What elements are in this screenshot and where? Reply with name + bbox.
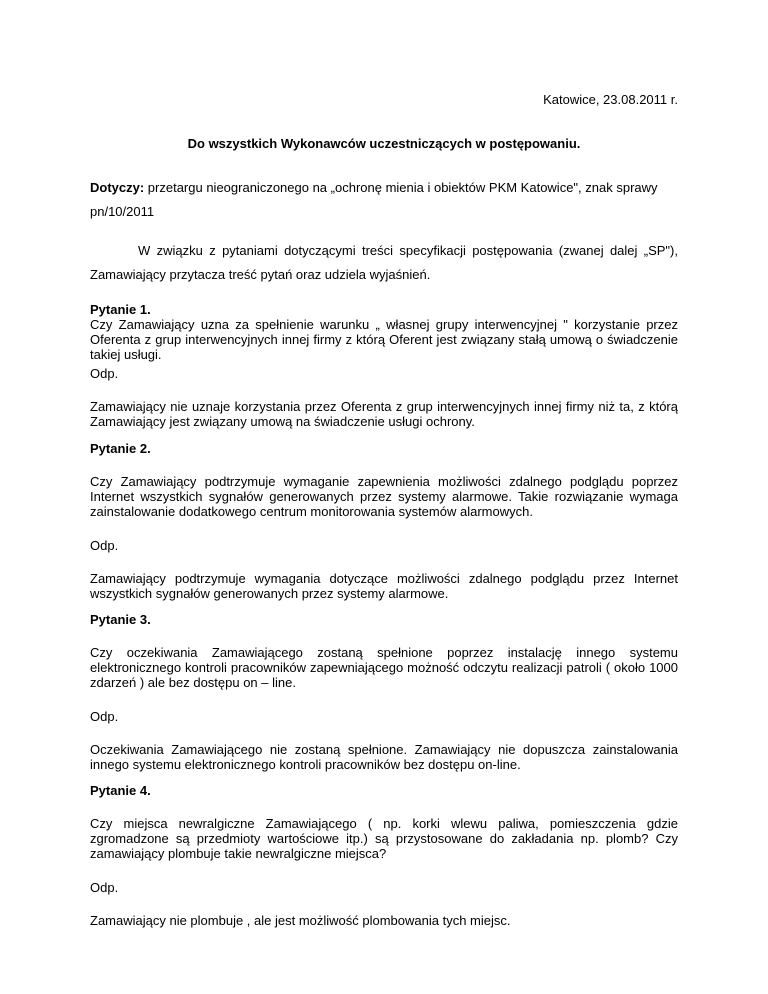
question-3-answer-label: Odp.: [90, 709, 119, 724]
question-4-title: Pytanie 4.: [90, 783, 151, 798]
place-and-date: Katowice, 23.08.2011 r.: [543, 92, 678, 107]
question-1-title: Pytanie 1.: [90, 302, 151, 317]
subject-label: Dotyczy:: [90, 180, 145, 195]
question-3-title: Pytanie 3.: [90, 612, 151, 627]
question-1-answer-label: Odp.: [90, 366, 119, 381]
question-3-text: Czy oczekiwania Zamawiającego zostaną spełnione poprzez instalację innego systemu elektronicznego kontroli pracowników zapewniającego możność odczytu realizacji patroli ( około 1000 zdarzeń ) ale bez dostępu on – line.: [90, 645, 678, 690]
addressee-heading: Do wszystkich Wykonawców uczestniczących w postępowaniu.: [187, 136, 581, 151]
question-4-text: Czy miejsca newralgiczne Zamawiającego ( np. korki wlewu paliwa, pomieszczenia gdzie zgromadzone są przedmioty wartościowe itp.) są przystosowane do zakładania np. plomb? Czy zamawiający plombuje takie newralgiczne miejsca?: [90, 816, 678, 861]
question-1-text: Czy Zamawiający uzna za spełnienie warunku „ własnej grupy interwencyjnej " korzystanie przez Oferenta z grup interwencyjnych innej firmy z którą Oferent jest związany stałą umową o świadczenie takiej usługi.: [90, 317, 678, 362]
intro-paragraph: W związku z pytaniami dotyczącymi treści specyfikacji postępowania (zwanej dalej „SP"), Zamawiający przytacza treść pytań oraz udziela wyjaśnień.: [90, 243, 678, 282]
question-4-answer: Zamawiający nie plombuje , ale jest możliwość plombowania tych miejsc.: [90, 913, 511, 928]
question-2-answer: Zamawiający podtrzymuje wymagania dotyczące możliwości zdalnego podglądu przez Internet wszystkich sygnałów generowanych przez systemy alarmowe.: [90, 571, 678, 601]
question-3-answer: Oczekiwania Zamawiającego nie zostaną spełnione. Zamawiający nie dopuszcza zainstalowania innego systemu elektronicznego kontroli pracowników bez dostępu on-line.: [90, 742, 678, 772]
document-page: [90, 0, 678, 994]
question-4-answer-label: Odp.: [90, 880, 119, 895]
question-2-answer-label: Odp.: [90, 538, 119, 553]
question-2-text: Czy Zamawiający podtrzymuje wymaganie zapewnienia możliwości zdalnego podglądu poprzez Internet wszystkich sygnałów generowanych przez systemy alarmowe. Takie rozwiązanie wymaga zainstalowanie dodatkowego centrum monitorowania systemów alarmowych.: [90, 474, 678, 519]
subject-text: przetargu nieograniczonego na „ochronę mienia i obiektów PKM Katowice", znak sprawy pn/10/2011: [90, 180, 658, 219]
subject-paragraph: [90, 176, 678, 224]
question-2-title: Pytanie 2.: [90, 441, 151, 456]
question-1-answer: Zamawiający nie uznaje korzystania przez Oferenta z grup interwencyjnych innej firmy niż ta, z którą Zamawiający jest związany umową na świadczenie usługi ochrony.: [90, 399, 678, 429]
